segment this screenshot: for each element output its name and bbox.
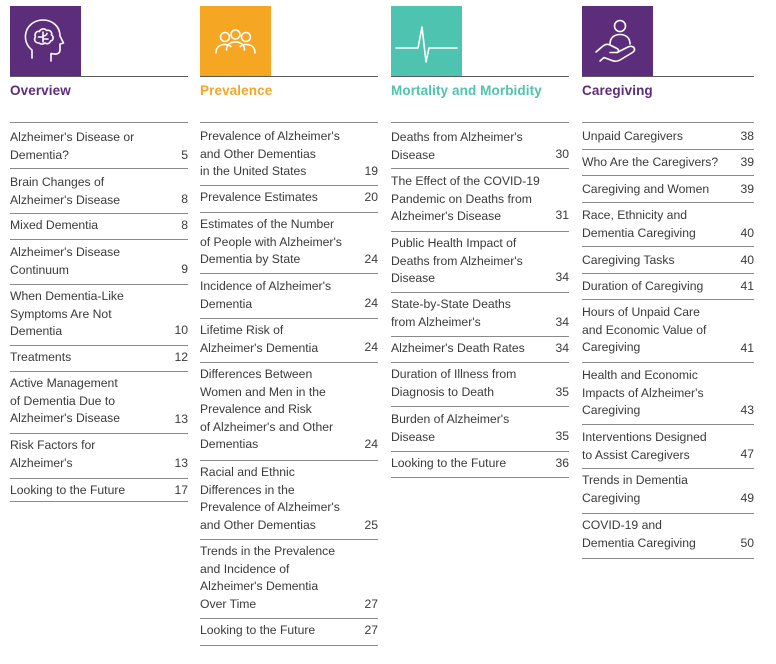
toc-entry-page: 8 [181,218,188,232]
toc-entry[interactable] [200,363,378,461]
header-rule [10,76,188,77]
toc-entry-page: 27 [364,623,378,637]
toc-entry-label: Prevalence of Alzheimer's and Other Dementias in the United States [200,129,340,179]
people-group-icon [200,6,271,77]
header-rule [391,76,569,77]
caring-hand-icon [582,6,653,77]
toc-entry-label: Trends in the Prevalence and Incidence of Alzheimer's Dementia Over Time [200,544,336,611]
toc-entry[interactable] [391,123,569,169]
toc-entry-page: 49 [740,491,754,505]
toc-entry-label: When Dementia-Like Symptoms Are Not Dementia [10,289,124,339]
toc-entry[interactable] [582,203,754,247]
toc-entry-label: Lifetime Risk of Alzheimer's Dementia [200,323,319,355]
toc-entry-label: Interventions Designed to Assist Caregivers [582,430,707,462]
toc-entry-label: Brain Changes of Alzheimer's Disease [10,175,121,207]
section-icon-box [582,6,653,77]
toc-entry[interactable] [200,619,378,646]
toc-entry[interactable] [10,434,188,479]
toc-entry-page: 40 [740,253,754,267]
toc-entry-label: Active Management of Dementia Due to Alzheimer's Disease [10,376,121,426]
toc-entry-label: Duration of Illness from Diagnosis to Death [391,367,517,399]
toc-entry[interactable] [391,169,569,232]
toc-entry[interactable] [582,363,754,425]
toc-entry[interactable] [10,346,188,372]
toc-entry[interactable] [582,150,754,176]
toc-entry[interactable] [391,293,569,337]
toc-entry-page: 41 [740,279,754,293]
heartbeat-line-icon [391,6,462,77]
section-icon-box [200,6,271,77]
toc-entry-page: 10 [174,323,188,337]
toc-entry[interactable] [10,479,188,502]
toc-entry-page: 13 [174,456,188,470]
toc-entry-page: 34 [555,315,569,329]
section-icon-box [10,6,81,77]
toc-entry[interactable] [582,300,754,363]
toc-entry-page: 31 [555,208,569,222]
toc-entry-page: 35 [555,385,569,399]
toc-entry[interactable] [200,461,378,540]
toc-entry-label: Alzheimer's Disease Continuum [10,245,121,277]
toc-entry[interactable] [200,186,378,213]
toc-entry-page: 34 [555,341,569,355]
toc-entry-page: 43 [740,403,754,417]
toc-entry-label: Health and Economic Impacts of Alzheimer's Caregiving [582,368,704,418]
toc-entry-label: Racial and Ethnic Differences in the Prevalence of Alzheimer's and Other Dementias [200,465,340,532]
section-title-overview: Overview [10,83,71,98]
toc-entry-page: 35 [555,429,569,443]
toc-entry[interactable] [582,123,754,150]
toc-entry-page: 9 [181,262,188,276]
toc-entry-label: Deaths from Alzheimer's Disease [391,130,523,162]
toc-entry-label: Trends in Dementia Caregiving [582,473,688,505]
toc-entry-label: Mixed Dementia [10,218,99,232]
toc-entry-page: 36 [555,456,569,470]
toc-entry-label: Estimates of the Number of People with Alzheimer's Dementia by State [200,217,342,267]
toc-entry-label: State-by-State Deaths from Alzheimer's [391,297,511,329]
toc-entry[interactable] [391,232,569,293]
toc-entry-page: 39 [740,182,754,196]
toc-entry-page: 25 [364,518,378,532]
toc-entry[interactable] [391,407,569,452]
toc-entry-label: Caregiving and Women [582,182,710,196]
toc-entry-label: Looking to the Future [200,623,316,637]
toc-entry[interactable] [582,469,754,514]
toc-entry-page: 24 [364,437,378,451]
toc-entry[interactable] [582,514,754,559]
toc-entry[interactable] [200,540,378,619]
toc-entry-page: 41 [740,341,754,355]
toc-entry-page: 20 [364,190,378,204]
toc-entry-page: 5 [181,148,188,162]
toc-entry-page: 8 [181,192,188,206]
toc-entry-label: Differences Between Women and Men in the Prevalence and Risk of Alzheimer's and Other Dementias [200,367,334,452]
toc-entry-page: 17 [174,483,188,497]
toc-entry-label: Risk Factors for Alzheimer's [10,438,96,470]
toc-entry[interactable] [10,123,188,169]
toc-entry-page: 19 [364,164,378,178]
toc-entry[interactable] [200,123,378,186]
toc-entry[interactable] [10,240,188,285]
toc-entry[interactable] [200,274,378,319]
toc-entry-label: Alzheimer's Disease or Dementia? [10,130,135,162]
toc-entry-page: 24 [364,252,378,266]
toc-entry[interactable] [391,337,569,363]
toc-entry-label: Who Are the Caregivers? [582,155,719,169]
toc-entry[interactable] [10,285,188,346]
toc-entry-page: 47 [740,447,754,461]
toc-entry[interactable] [582,425,754,469]
toc-entry-label: Prevalence Estimates [200,190,318,204]
toc-entry[interactable] [200,213,378,274]
toc-entry[interactable] [391,452,569,478]
toc-entry-label: Incidence of Alzheimer's Dementia [200,279,332,311]
toc-entry-page: 27 [364,597,378,611]
toc-entry-page: 34 [555,270,569,284]
toc-entry-label: COVID-19 and Dementia Caregiving [582,518,696,550]
toc-entry-label: Burden of Alzheimer's Disease [391,412,510,444]
toc-entry-label: The Effect of the COVID-19 Pandemic on Deaths from Alzheimer's Disease [391,174,540,224]
toc-entry-page: 39 [740,155,754,169]
section-title-mortality: Mortality and Morbidity [391,83,542,98]
toc-entry[interactable] [391,363,569,407]
toc-entry-page: 24 [364,296,378,310]
toc-entry-page: 38 [740,129,754,143]
header-rule [200,76,378,77]
section-title-prevalence: Prevalence [200,83,273,98]
toc-entry-page: 50 [740,536,754,550]
head-brain-icon [10,6,81,77]
toc-entry[interactable] [582,274,754,300]
toc-entry-label: Alzheimer's Death Rates [391,341,525,355]
toc-entry[interactable] [582,176,754,203]
toc-entry[interactable] [10,169,188,214]
toc-entry-page: 13 [174,412,188,426]
toc-entry-label: Public Health Impact of Deaths from Alzheimer's Disease [391,236,523,286]
toc-entry-page: 24 [364,340,378,354]
toc-entry-page: 40 [740,226,754,240]
header-rule [582,76,754,77]
toc-entry[interactable] [10,214,188,240]
toc-entry-label: Race, Ethnicity and Dementia Caregiving [582,208,696,240]
toc-entry-label: Looking to the Future [10,483,126,497]
toc-entry-label: Treatments [10,350,72,364]
toc-entry-label: Looking to the Future [391,456,507,470]
section-icon-box [391,6,462,77]
section-title-caregiving: Caregiving [582,83,653,98]
toc-entry-label: Hours of Unpaid Care and Economic Value of Caregiving [582,305,707,355]
toc-entry[interactable] [10,372,188,434]
toc-entry-page: 30 [555,147,569,161]
toc-entry-label: Caregiving Tasks [582,253,675,267]
toc-entry[interactable] [200,319,378,363]
toc-entry-label: Duration of Caregiving [582,279,704,293]
toc-entry-label: Unpaid Caregivers [582,129,683,143]
toc-entry[interactable] [582,247,754,274]
toc-entry-page: 12 [174,350,188,364]
